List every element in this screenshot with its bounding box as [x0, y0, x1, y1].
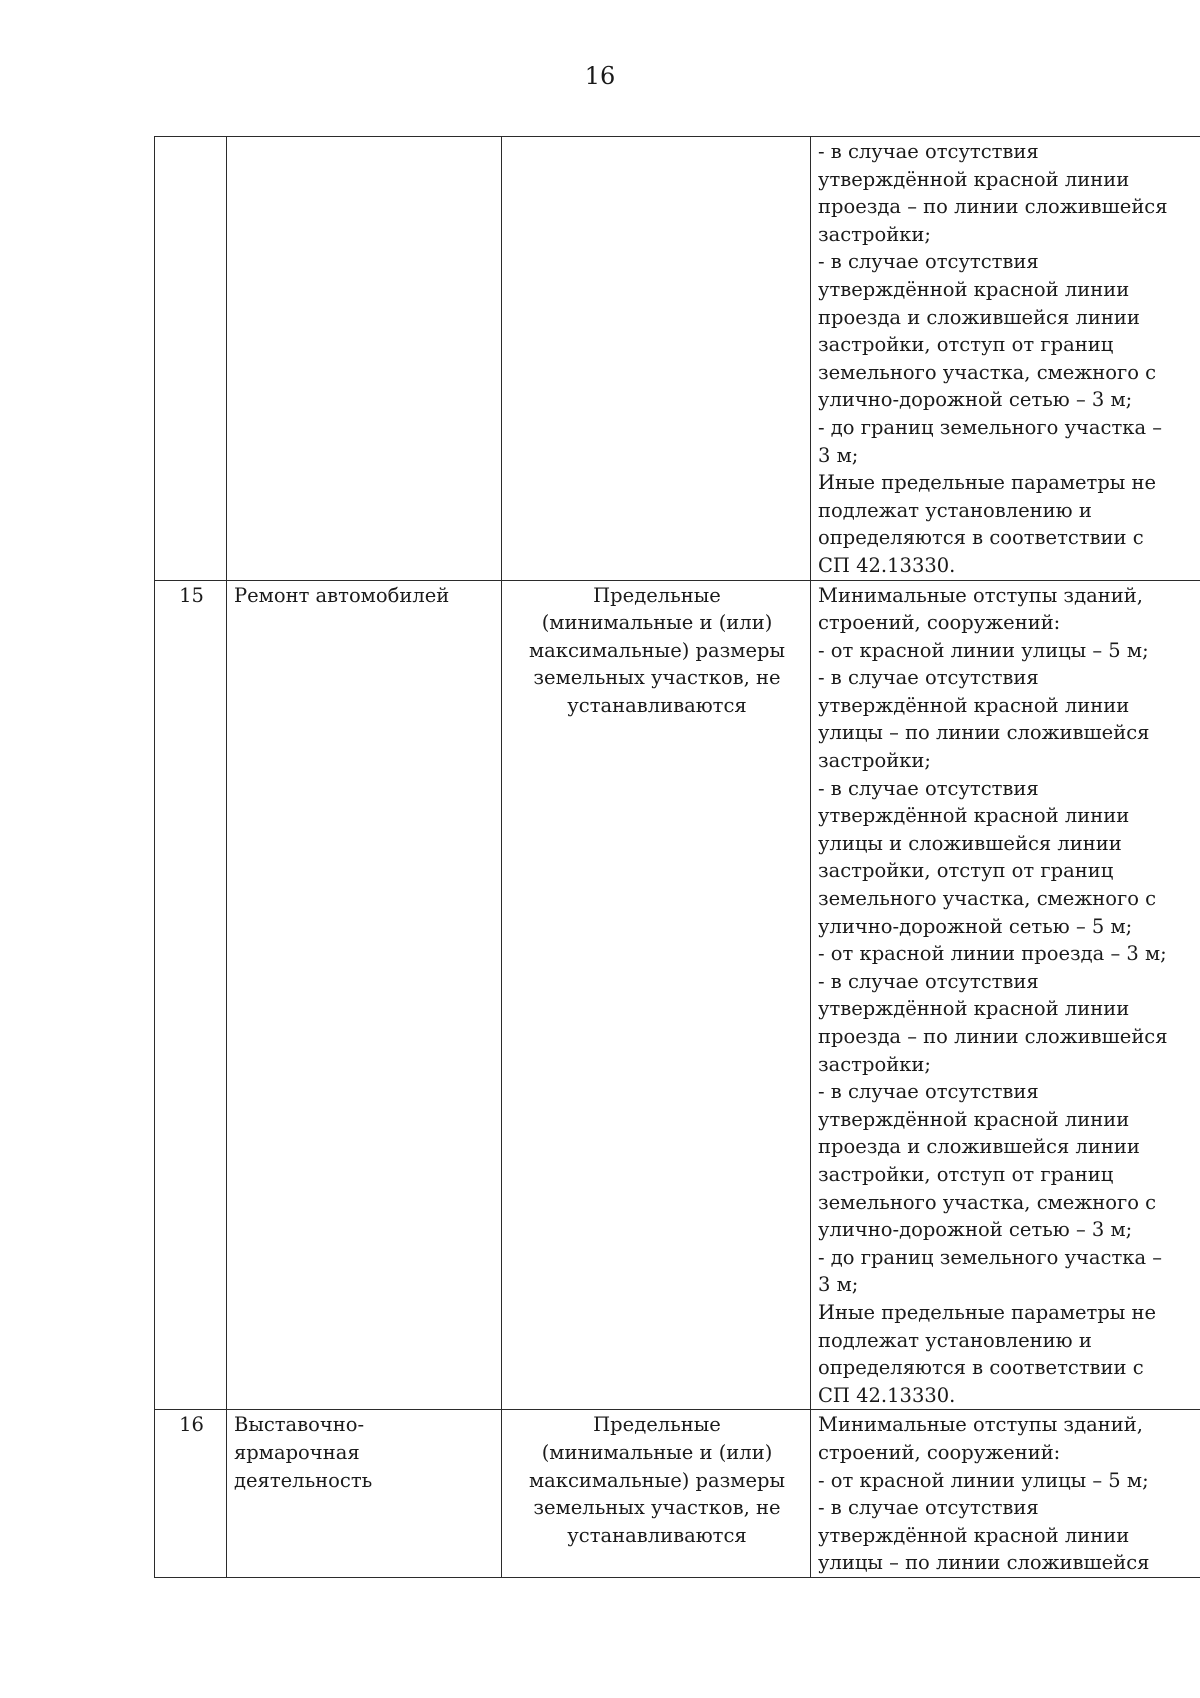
setback-params-cell — [811, 580, 1200, 1410]
setback-params-line: застройки; — [818, 749, 931, 773]
setback-params-line: утверждённой красной линии — [818, 1107, 1130, 1131]
row-number-cell: 15 — [155, 580, 227, 1410]
setback-params-line: улицы – по линии сложившейся — [818, 1551, 1150, 1575]
setback-params-line: земельного участка, смежного с — [818, 1190, 1157, 1214]
setback-params-line: застройки, отступ от границ — [818, 859, 1114, 883]
land-use-type-line: деятельность — [234, 1468, 373, 1492]
setback-params-line: улицы – по линии сложившейся — [818, 721, 1150, 745]
setback-params-line: - от красной линии проезда – 3 м; — [818, 942, 1167, 966]
setback-params-line: застройки, отступ от границ — [818, 333, 1114, 357]
plot-size-line: (минимальные и (или) — [541, 611, 773, 635]
setback-params-line: подлежат установлению и — [818, 1328, 1092, 1352]
setback-params-line: - в случае отсутствия — [818, 1496, 1039, 1520]
setback-params-line: улично-дорожной сетью – 5 м; — [818, 914, 1133, 938]
setback-params-line: улично-дорожной сетью – 3 м; — [818, 1218, 1133, 1242]
setback-params-line: - до границ земельного участка – — [818, 1245, 1163, 1269]
setback-params-line: - в случае отсутствия — [818, 1080, 1039, 1104]
setback-params-line: СП 42.13330. — [818, 1383, 956, 1407]
plot-size-line: устанавливаются — [567, 693, 747, 717]
land-use-type-cell — [227, 1410, 502, 1578]
setback-params-line: застройки; — [818, 1052, 931, 1076]
land-use-type-cell — [227, 137, 502, 581]
land-use-type-cell — [227, 580, 502, 1410]
plot-size-line: максимальные) размеры — [528, 1468, 785, 1492]
setback-params-line: утверждённой красной линии — [818, 277, 1130, 301]
setback-params-line: строений, сооружений: — [818, 611, 1061, 635]
page-number: 16 — [584, 62, 616, 90]
setback-params-line: - от красной линии улицы – 5 м; — [818, 638, 1149, 662]
setback-params-line: - в случае отсутствия — [818, 969, 1039, 993]
table-row — [155, 580, 1200, 1410]
setback-params-line: утверждённой красной линии — [818, 1523, 1130, 1547]
setback-params-cell — [811, 137, 1200, 581]
setback-params-line: Минимальные отступы зданий, — [818, 1413, 1143, 1437]
setback-params-line: застройки, отступ от границ — [818, 1162, 1114, 1186]
setback-params-line: утверждённой красной линии — [818, 997, 1130, 1021]
plot-size-cell — [502, 1410, 811, 1578]
plot-size-line: земельных участков, не — [533, 1496, 781, 1520]
land-use-type-line: Ремонт автомобилей — [234, 583, 450, 607]
setback-params-line: Иные предельные параметры не — [818, 471, 1157, 495]
land-use-type-line: ярмарочная — [234, 1440, 360, 1464]
row-number-cell: 16 — [155, 1410, 227, 1578]
plot-size-line: Предельные — [593, 1413, 721, 1437]
plot-size-line: максимальные) размеры — [528, 638, 785, 662]
setback-params-line: 3 м; — [818, 1273, 859, 1297]
setback-params-line: улицы и сложившейся линии — [818, 831, 1122, 855]
setback-params-line: проезда и сложившейся линии — [818, 305, 1140, 329]
plot-size-line: Предельные — [593, 583, 721, 607]
setback-params-line: земельного участка, смежного с — [818, 887, 1157, 911]
setback-params-line: проезда – по линии сложившейся — [818, 1025, 1168, 1048]
setback-params-cell — [811, 1410, 1200, 1578]
setback-params-line: - в случае отсутствия — [818, 776, 1039, 800]
setback-params-line: 3 м; — [818, 443, 859, 467]
plot-size-line: устанавливаются — [567, 1523, 747, 1547]
setback-params-line: - в случае отсутствия — [818, 666, 1039, 690]
setback-params-line: - до границ земельного участка – — [818, 415, 1163, 439]
setback-params-line: строений, сооружений: — [818, 1440, 1061, 1464]
setback-params-line: определяются в соответствии с — [818, 1356, 1144, 1380]
setback-params-line: подлежат установлению и — [818, 498, 1092, 522]
setback-params-line: - в случае отсутствия — [818, 140, 1039, 163]
setback-params-line: утверждённой красной линии — [818, 804, 1130, 828]
regulations-table — [154, 136, 1200, 1578]
row-number-cell — [155, 137, 227, 581]
plot-size-cell — [502, 137, 811, 581]
setback-params-line: застройки; — [818, 222, 931, 246]
plot-size-cell — [502, 580, 811, 1410]
setback-params-line: земельного участка, смежного с — [818, 360, 1157, 384]
setback-params-line: - в случае отсутствия — [818, 250, 1039, 274]
setback-params-line: определяются в соответствии с — [818, 526, 1144, 550]
setback-params-line: улично-дорожной сетью – 3 м; — [818, 388, 1133, 412]
plot-size-line: (минимальные и (или) — [541, 1440, 773, 1464]
setback-params-line: проезда – по линии сложившейся — [818, 195, 1168, 219]
table-row — [155, 1410, 1200, 1578]
setback-params-line: Минимальные отступы зданий, — [818, 583, 1143, 607]
setback-params-line: Иные предельные параметры не — [818, 1300, 1157, 1324]
setback-params-line: проезда и сложившейся линии — [818, 1135, 1140, 1159]
plot-size-line: земельных участков, не — [533, 666, 781, 690]
table-row — [155, 137, 1200, 581]
setback-params-line: утверждённой красной линии — [818, 693, 1130, 717]
table-body — [155, 137, 1200, 1578]
setback-params-line: СП 42.13330. — [818, 553, 956, 577]
setback-params-line: утверждённой красной линии — [818, 167, 1130, 191]
land-use-type-line: Выставочно- — [234, 1413, 365, 1437]
setback-params-line: - от красной линии улицы – 5 м; — [818, 1468, 1149, 1492]
